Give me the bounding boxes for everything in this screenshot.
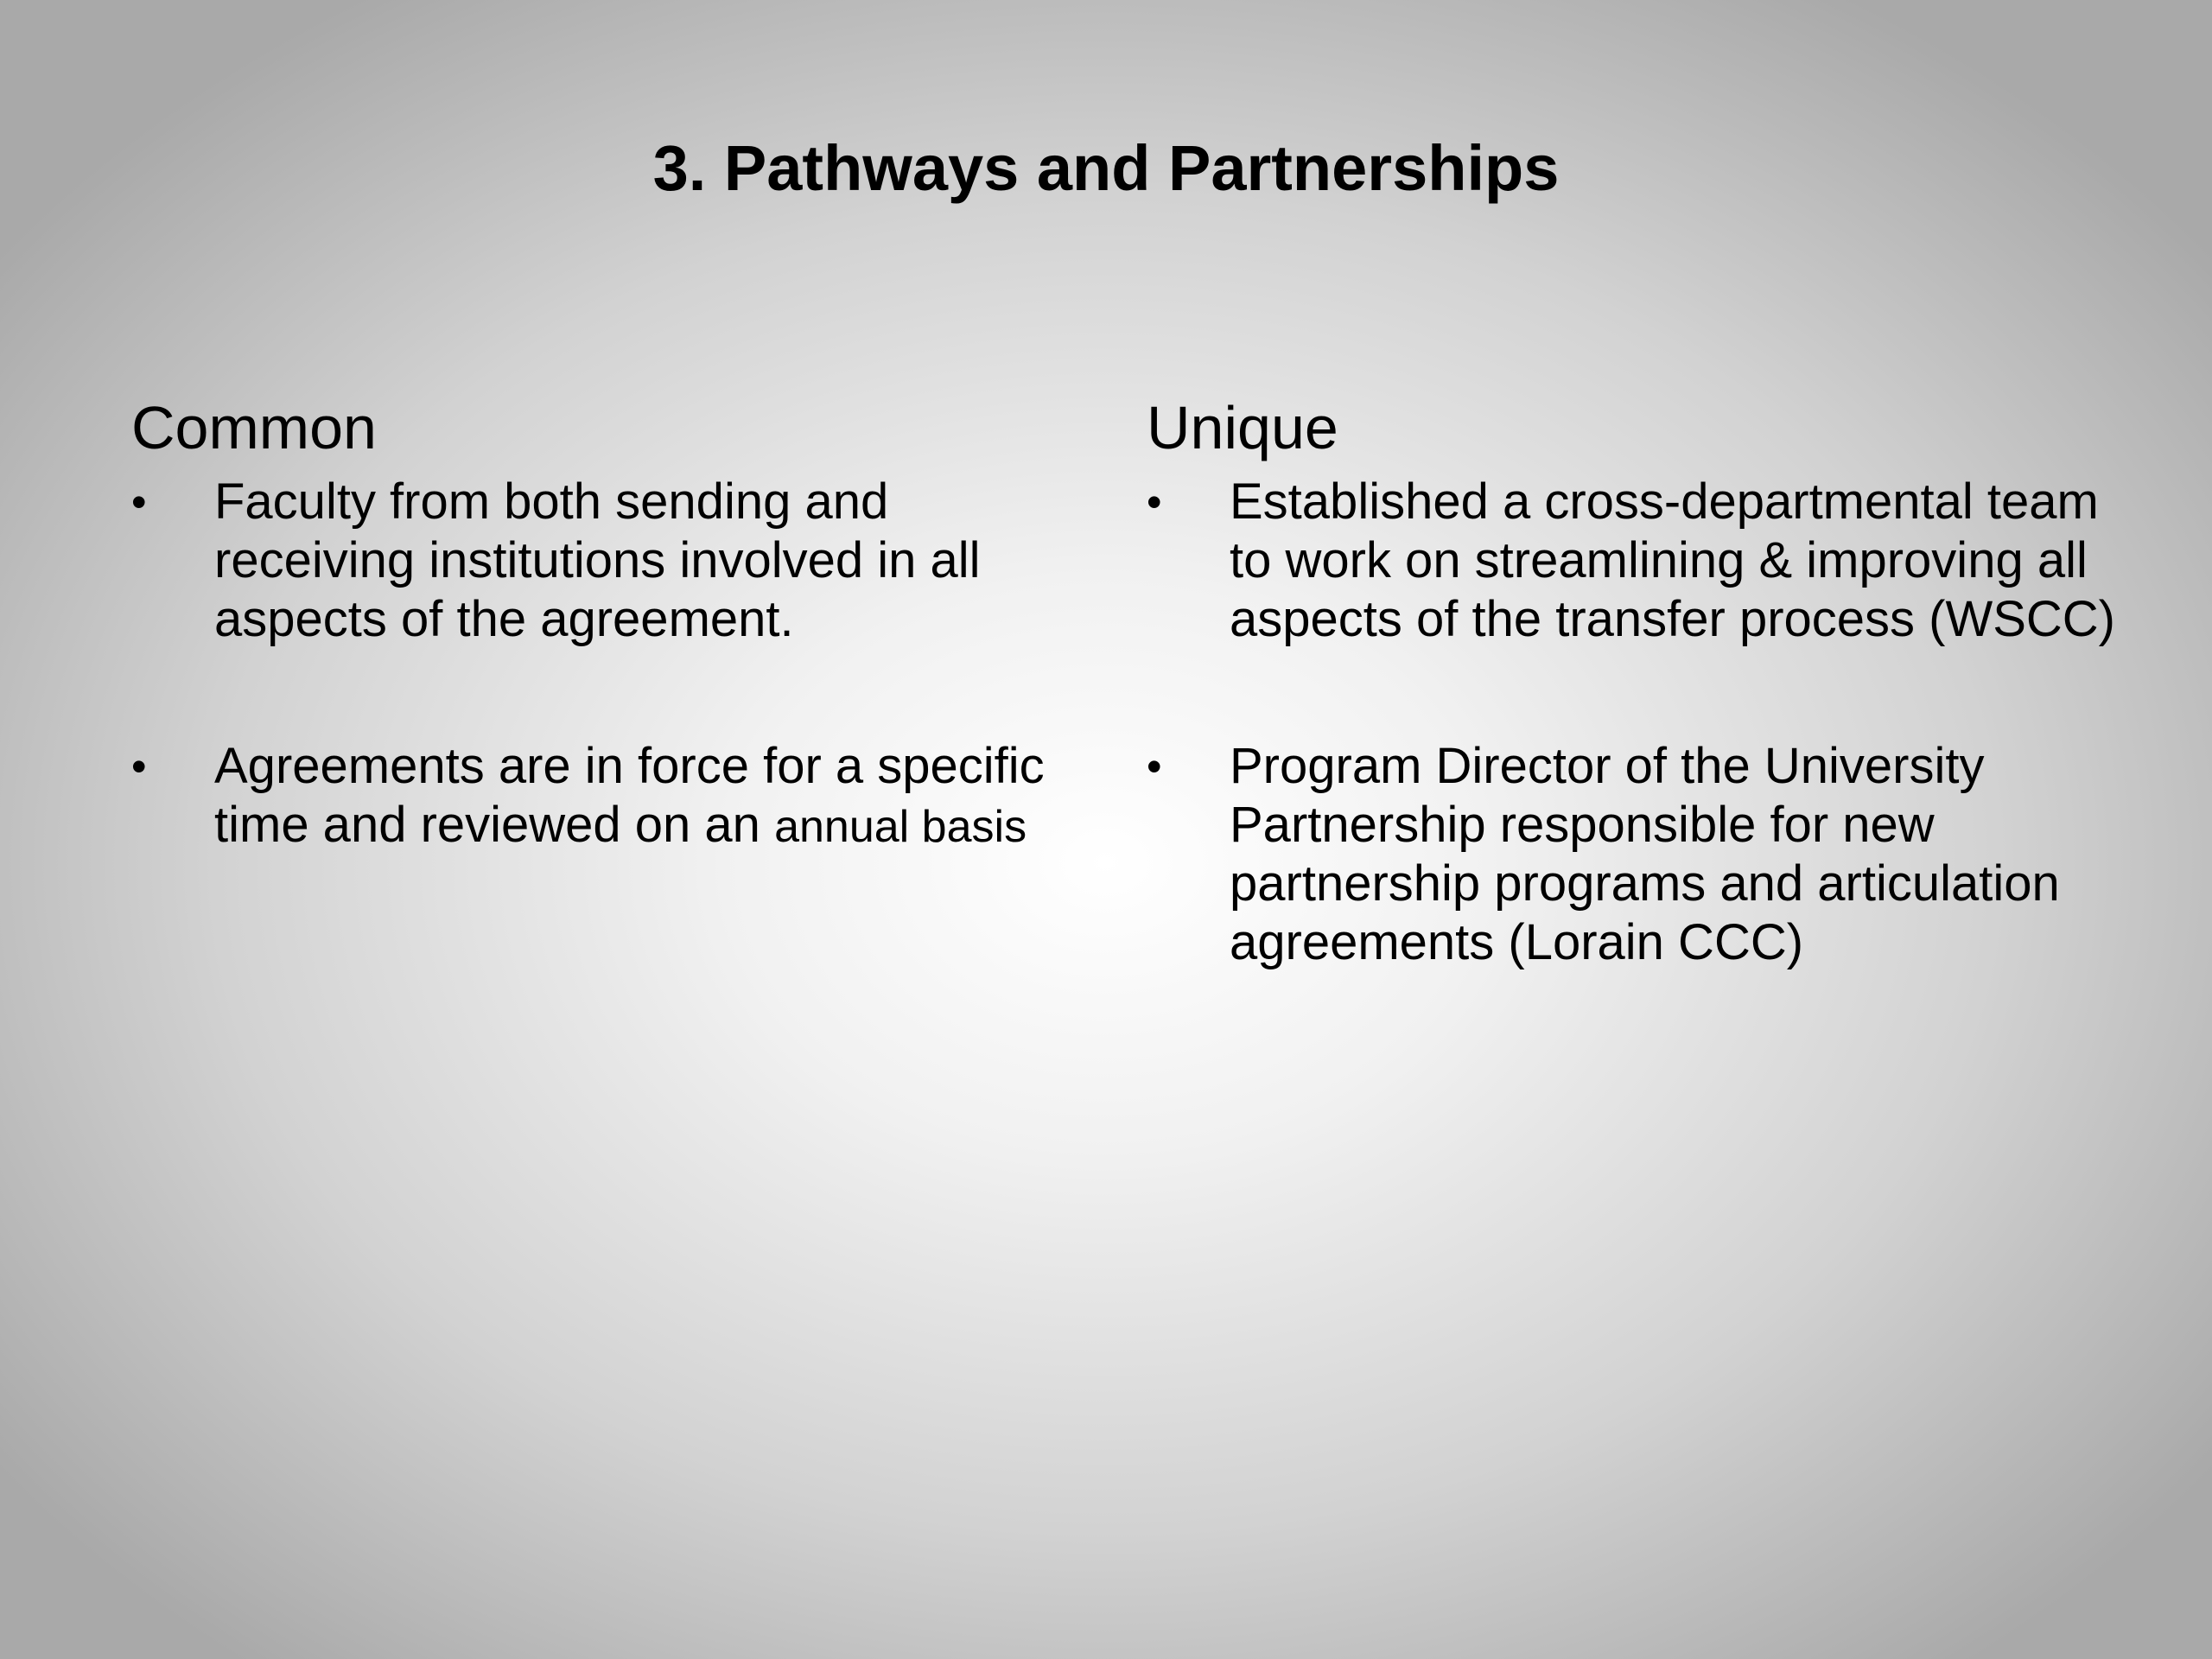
bullet-icon: • [1147, 742, 1162, 791]
list-item [131, 737, 1099, 856]
slide-title: 3. Pathways and Partnerships [652, 132, 1560, 204]
common-column [131, 393, 1099, 856]
list-item [131, 473, 1099, 649]
bullet-text: Program Director of the University Partnership responsible for new partnership programs and articulation agreements (Lorain CCC) [1230, 738, 2060, 970]
bullet-text-small: annual basis [774, 802, 1027, 852]
common-heading: Common [131, 394, 377, 461]
bullet-icon: • [1147, 478, 1162, 526]
bullet-icon: • [131, 478, 147, 526]
unique-heading: Unique [1147, 394, 1338, 461]
unique-column [1147, 393, 2140, 972]
bullet-icon: • [131, 742, 147, 791]
bullet-text: Agreements are in force for a specific time and reviewed on an [214, 738, 1045, 853]
list-item [1147, 737, 2140, 972]
common-bullet-list [131, 473, 1099, 856]
list-item [1147, 473, 2140, 649]
bullet-text: Faculty from both sending and receiving institutions involved in all aspects of the agreement. [214, 474, 981, 647]
unique-bullet-list [1147, 473, 2140, 972]
bullet-text: Established a cross-departmental team to work on streamlining & improving all aspects of the transfer process (WSCC) [1230, 474, 2115, 647]
